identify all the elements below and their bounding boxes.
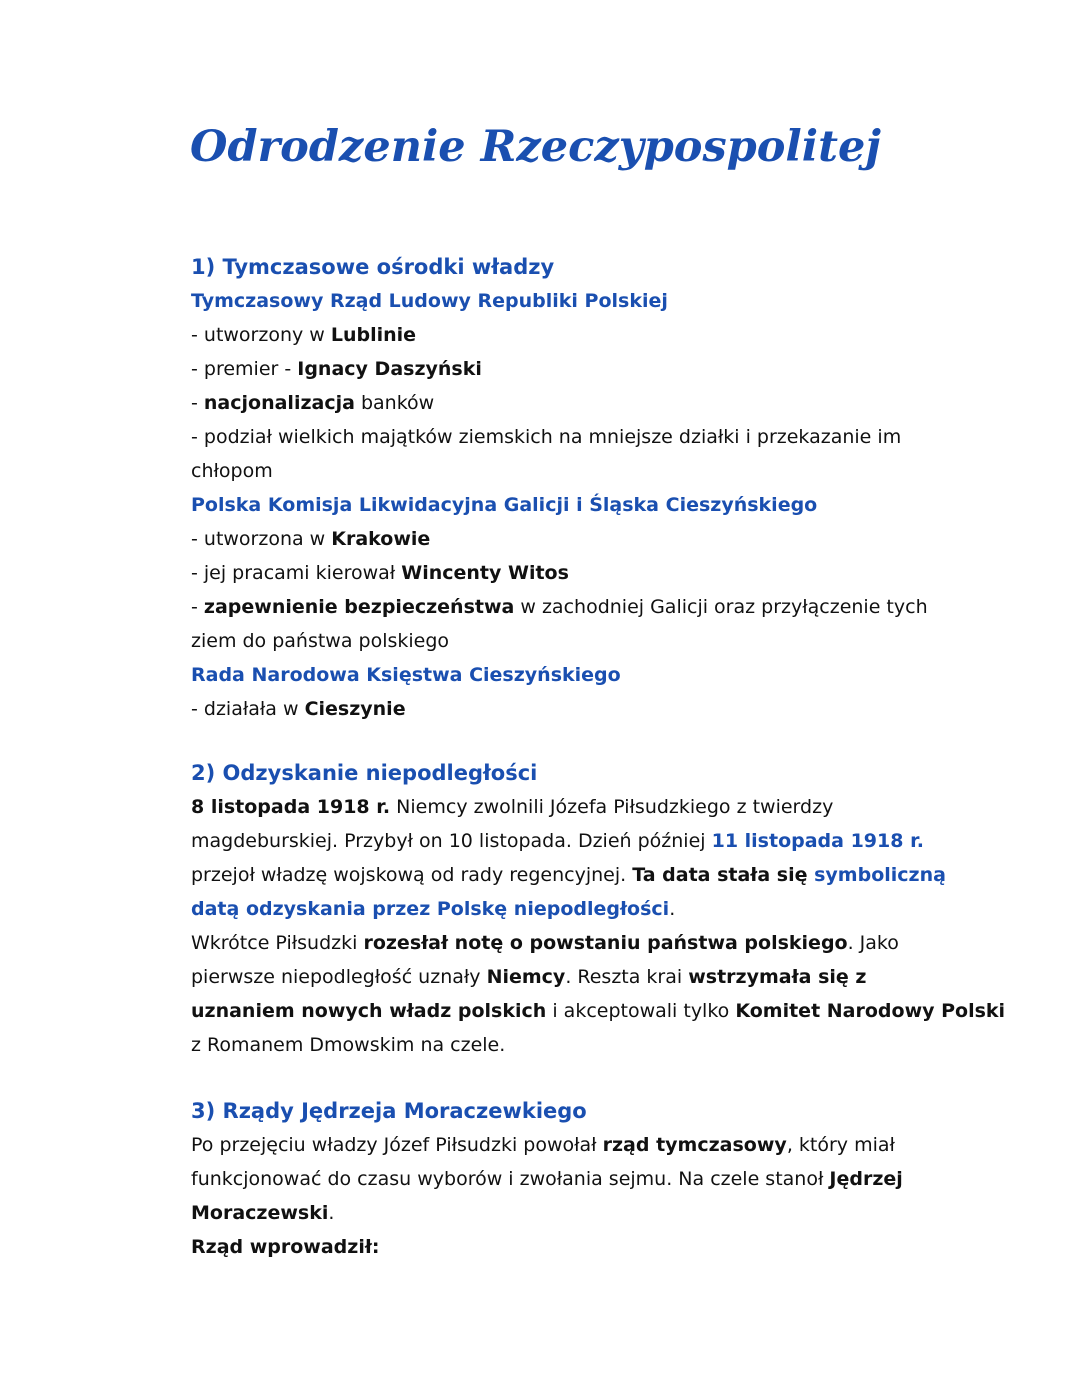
text: - — [191, 392, 204, 414]
bold-text: Krakowie — [331, 528, 431, 550]
text: . Reszta krai — [565, 966, 689, 988]
section-heading: 1) Tymczasowe ośrodki władzy — [191, 255, 555, 279]
text: . — [669, 898, 676, 920]
text: przejoł władzę wojskową od rady regencyjnej. — [191, 864, 633, 886]
text: - premier - — [191, 358, 298, 380]
bold-text: Rząd wprowadził: — [191, 1236, 380, 1258]
paragraph-line — [191, 1162, 971, 1196]
bold-text: Wincenty Witos — [401, 562, 569, 584]
bold-text: zapewnienie bezpieczeństwa — [203, 596, 515, 618]
text: banków — [354, 392, 435, 414]
bold-text: Ignacy Daszyński — [297, 358, 482, 380]
section-1 — [191, 250, 971, 726]
subheading: Polska Komisja Likwidacyjna Galicji i Śląska Cieszyńskiego — [191, 494, 818, 516]
bold-text: Moraczewski — [191, 1202, 329, 1224]
paragraph-line — [191, 790, 971, 824]
bold-text: Ta data stała się — [632, 864, 808, 886]
text: Niemcy zwolnili Józefa Piłsudzkiego z twierdzy — [390, 796, 834, 818]
text: funkcjonować do czasu wyborów i zwołania sejmu. Na czele stanoł — [191, 1168, 830, 1190]
bold-text: uznaniem nowych władz polskich — [191, 1000, 547, 1022]
bullet-line — [191, 556, 971, 590]
section-3 — [191, 1094, 971, 1264]
bullet-line — [191, 522, 971, 556]
document-body — [191, 250, 1006, 1264]
bullet-line — [191, 590, 971, 624]
text: - działała w — [191, 698, 305, 720]
highlight-text: 11 listopada 1918 r. — [711, 830, 924, 852]
section-2 — [191, 756, 1006, 1062]
bullet-line — [191, 352, 971, 386]
text: Wkrótce Piłsudzki — [191, 932, 364, 954]
subheading: Tymczasowy Rząd Ludowy Republiki Polskiej — [191, 290, 668, 312]
paragraph-line — [191, 960, 971, 994]
text: i akceptowali tylko — [546, 1000, 736, 1022]
bold-text: Niemcy — [486, 966, 566, 988]
bold-text: 8 listopada 1918 r. — [191, 796, 391, 818]
subheading: Rada Narodowa Księstwa Cieszyńskiego — [191, 664, 621, 686]
bold-text: rozesłał notę o powstaniu państwa polskiego — [363, 932, 848, 954]
paragraph-line — [191, 1196, 971, 1230]
text: - utworzona w — [191, 528, 332, 550]
section-heading: 3) Rządy Jędrzeja Moraczewkiego — [191, 1099, 587, 1123]
bold-text: nacjonalizacja — [203, 392, 355, 414]
paragraph-line — [191, 858, 971, 892]
text: . — [328, 1202, 335, 1224]
bold-text: Komitet Narodowy Polski — [735, 1000, 1006, 1022]
bold-text: wstrzymała się z — [688, 966, 867, 988]
paragraph-line — [191, 1230, 971, 1264]
paragraph-line — [191, 994, 1006, 1028]
bold-text: Jędrzej — [829, 1168, 903, 1190]
text: , który miał — [786, 1134, 895, 1156]
text: pierwsze niepodległość uznały — [191, 966, 487, 988]
paragraph-line — [191, 1128, 971, 1162]
paragraph-line — [191, 824, 971, 858]
text: w zachodniej Galicji oraz przyłączenie tych — [514, 596, 928, 618]
paragraph-line — [191, 926, 971, 960]
paragraph-line — [191, 892, 971, 926]
bold-text: Lublinie — [330, 324, 417, 346]
highlight-text: symboliczną — [807, 864, 946, 886]
text: . Jako — [847, 932, 899, 954]
bullet-line — [191, 386, 971, 420]
text: - utworzony w — [191, 324, 331, 346]
text: - — [191, 596, 204, 618]
bullet-line — [191, 692, 971, 726]
bullet-line-continued: ziem do państwa polskiego — [191, 630, 450, 652]
bold-text: Cieszynie — [304, 698, 406, 720]
bullet-line — [191, 318, 971, 352]
bold-text: rząd tymczasowy — [602, 1134, 787, 1156]
text: Po przejęciu władzy Józef Piłsudzki powołał — [191, 1134, 603, 1156]
text: - jej pracami kierował — [191, 562, 402, 584]
bullet-line-continued: chłopom — [191, 460, 273, 482]
bullet-line: - podział wielkich majątków ziemskich na mniejsze działki i przekazanie im — [191, 426, 902, 448]
spacer — [191, 1062, 971, 1094]
highlight-text: datą odzyskania przez Polskę niepodległości — [191, 898, 670, 920]
paragraph-line: z Romanem Dmowskim na czele. — [191, 1034, 506, 1056]
document-title: Odrodzenie Rzeczypospolitej — [190, 122, 881, 172]
section-heading: 2) Odzyskanie niepodległości — [191, 761, 538, 785]
text: magdeburskiej. Przybył on 10 listopada. Dzień później — [191, 830, 712, 852]
spacer — [191, 726, 971, 756]
